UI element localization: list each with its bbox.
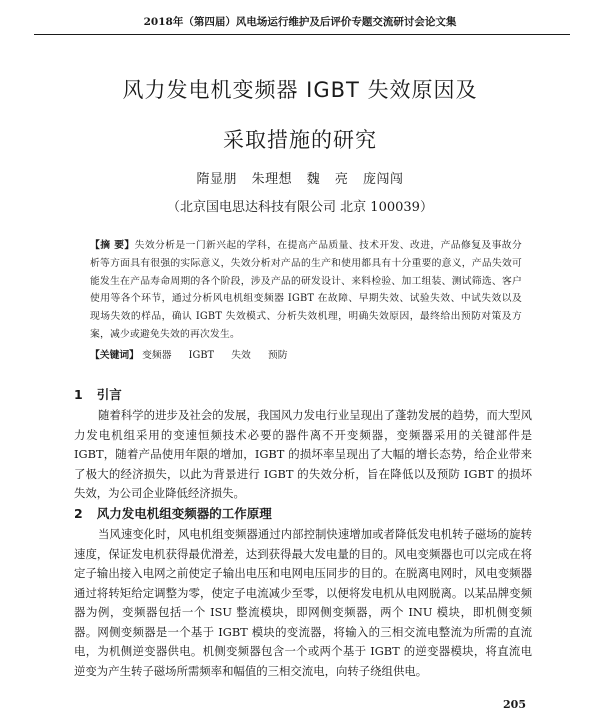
abstract: [90, 237, 522, 344]
author-list: 隋显朋 朱理想 魏 亮 庞闯闯: [196, 172, 404, 187]
running-header: 2018年（第四届）风电场运行维护及后评价专题交流研讨会论文集: [143, 16, 457, 28]
section-title: 引言: [96, 387, 122, 402]
keyword: 预防: [267, 350, 288, 361]
abstract-label: 【摘 要】: [90, 240, 135, 251]
paragraph-introduction: 随着科学的进步及社会的发展，我国风力发电行业呈现出了蓬勃发展的趋势，而大型风力发电机组采用的变速恒频技术必要的器件离不开变频器，变频器采用的关键部件是 IGBT，随着产品使用年限的增加，IGBT 的损坏率呈现出了大幅的增长态势，给企业带来了极大的经济损失，以此为背景进行 IGBT 的失效分析，旨在降低以及预防 IGBT 的损坏失效，为公司企业降低经济损失。: [74, 408, 532, 500]
keywords: [90, 347, 522, 361]
abstract-text: 失效分析是一门新兴起的学科，在提高产品质量、技术开发、改进，产品修复及事故分析等方面具有很强的实际意义，失效分析对产品的生产和使用都具有十分重要的意义，产品失效可能发生在产品寿命周期的各个阶段，涉及产品的研发设计、来料检验、加工组装、测试筛选、客户使用等各个环节，通过分析风电机组变频器 IGBT 在故障、早期失效、试验失效、中试失效以及现场失效的样品，确认 IGBT 失效模式、分析失效机理，明确失效原因，最终给出预防对策及方案，减少或避免失效的再次发生。: [90, 240, 522, 340]
section-title: 风力发电机组变频器的工作原理: [96, 506, 272, 521]
keyword: 失效: [231, 350, 251, 361]
paper-title-line-2: 采取措施的研究: [223, 128, 377, 152]
keyword: 变频器: [142, 350, 172, 361]
keywords-label: 【关键词】: [90, 350, 139, 361]
header-divider: [34, 34, 570, 35]
paragraph-working-principle: 当风速变化时，风电机组变频器通过内部控制快速增加或者降低发电机转子磁场的旋转速度，保证发电机获得最优滑差，达到获得最大发电量的目的。风电变频器也可以完成在将定子输出接入电网之前使定子输出电压和电网电压同步的目的。在脱离电网时，风电变频器通过将转矩给定调整为零，使定子电流减少至零，以便将发电机从电网脱离。以某品牌变频器为例，变频器包括一个 ISU 整流模块，即网侧变频器，两个 INU 模块，即机侧变频器。网侧变频器是一个基于 IGBT 模块的变流器，将输入的三相交流电整流为所需的直流电，为机侧逆变器供电。机侧变频器包含一个或两个基于 IGBT 的逆变器模块，将直流电逆变为产生转子磁场所需频率和幅值的三相交流电，向转子绕组供电。: [74, 527, 532, 678]
section-heading-working-principle: [74, 504, 272, 522]
page-number: 205: [503, 698, 526, 711]
author-affiliation: （北京国电思达科技有限公司 北京 100039）: [167, 200, 433, 215]
section-heading-introduction: [74, 385, 122, 403]
keyword: IGBT: [188, 350, 215, 361]
section-number: 1: [74, 387, 83, 402]
section-number: 2: [74, 506, 83, 521]
paper-title-line-1: 风力发电机变频器 IGBT 失效原因及: [122, 78, 478, 102]
